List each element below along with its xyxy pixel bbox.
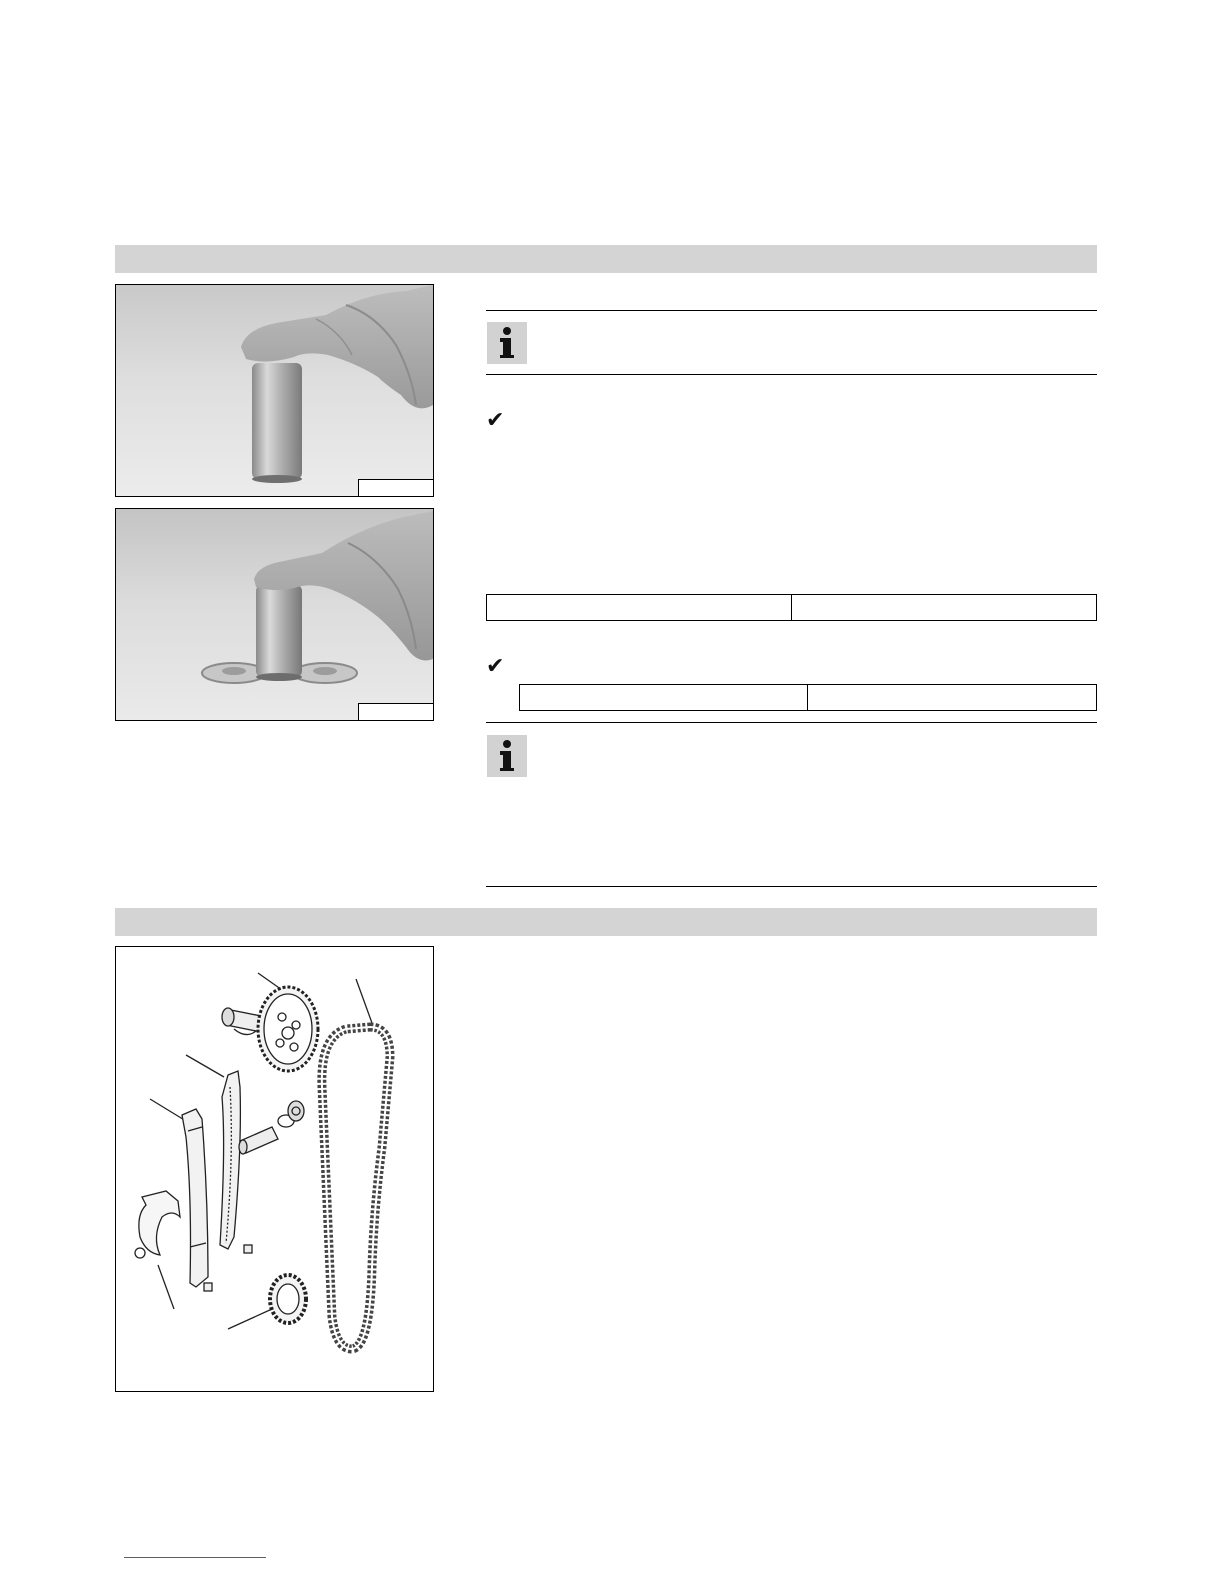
section-header-bar-2 [115,908,1097,936]
footer-link[interactable] [124,1557,266,1558]
callout-line-tensioner-rail [186,1055,224,1077]
callout-line-guide-rail [150,1099,186,1121]
timing-chain-exploded-diagram [115,946,434,1392]
spec-table-1 [486,594,1097,621]
note-rule-bottom [486,886,1097,887]
note-rule-top [486,310,1097,311]
crankshaft-sprocket [270,1275,306,1323]
photo-tag [358,479,433,496]
photo-tag [358,703,433,720]
check-icon: ✔ [486,408,505,433]
info-icon [487,735,527,777]
check-icon: ✔ [486,654,505,679]
spec-table-2 [519,684,1097,711]
note-rule-bottom [486,374,1097,375]
note-rule-top [486,722,1097,723]
photo-tensioner-with-washers [115,508,434,721]
table-cell-value [808,685,1097,711]
guide-rail [182,1109,208,1287]
callout-line-crank-sprocket [228,1309,272,1329]
callout-line-timing-chain [356,979,372,1023]
tensioner-rail [220,1071,240,1249]
info-icon [487,322,527,364]
photo-tensioner-without-washers [115,284,434,497]
camshaft-sprocket [222,987,318,1071]
callout-line-chain-guide [158,1265,174,1309]
tensioner-piston [239,1101,304,1154]
table-row [520,685,1097,711]
table-cell-value [792,595,1097,621]
chain-guide [135,1191,180,1258]
timing-chain [322,1027,390,1349]
table-cell-label [487,595,792,621]
table-cell-label [520,685,808,711]
screws [204,1245,252,1291]
section-header-bar-1 [115,245,1097,273]
table-row [487,595,1097,621]
